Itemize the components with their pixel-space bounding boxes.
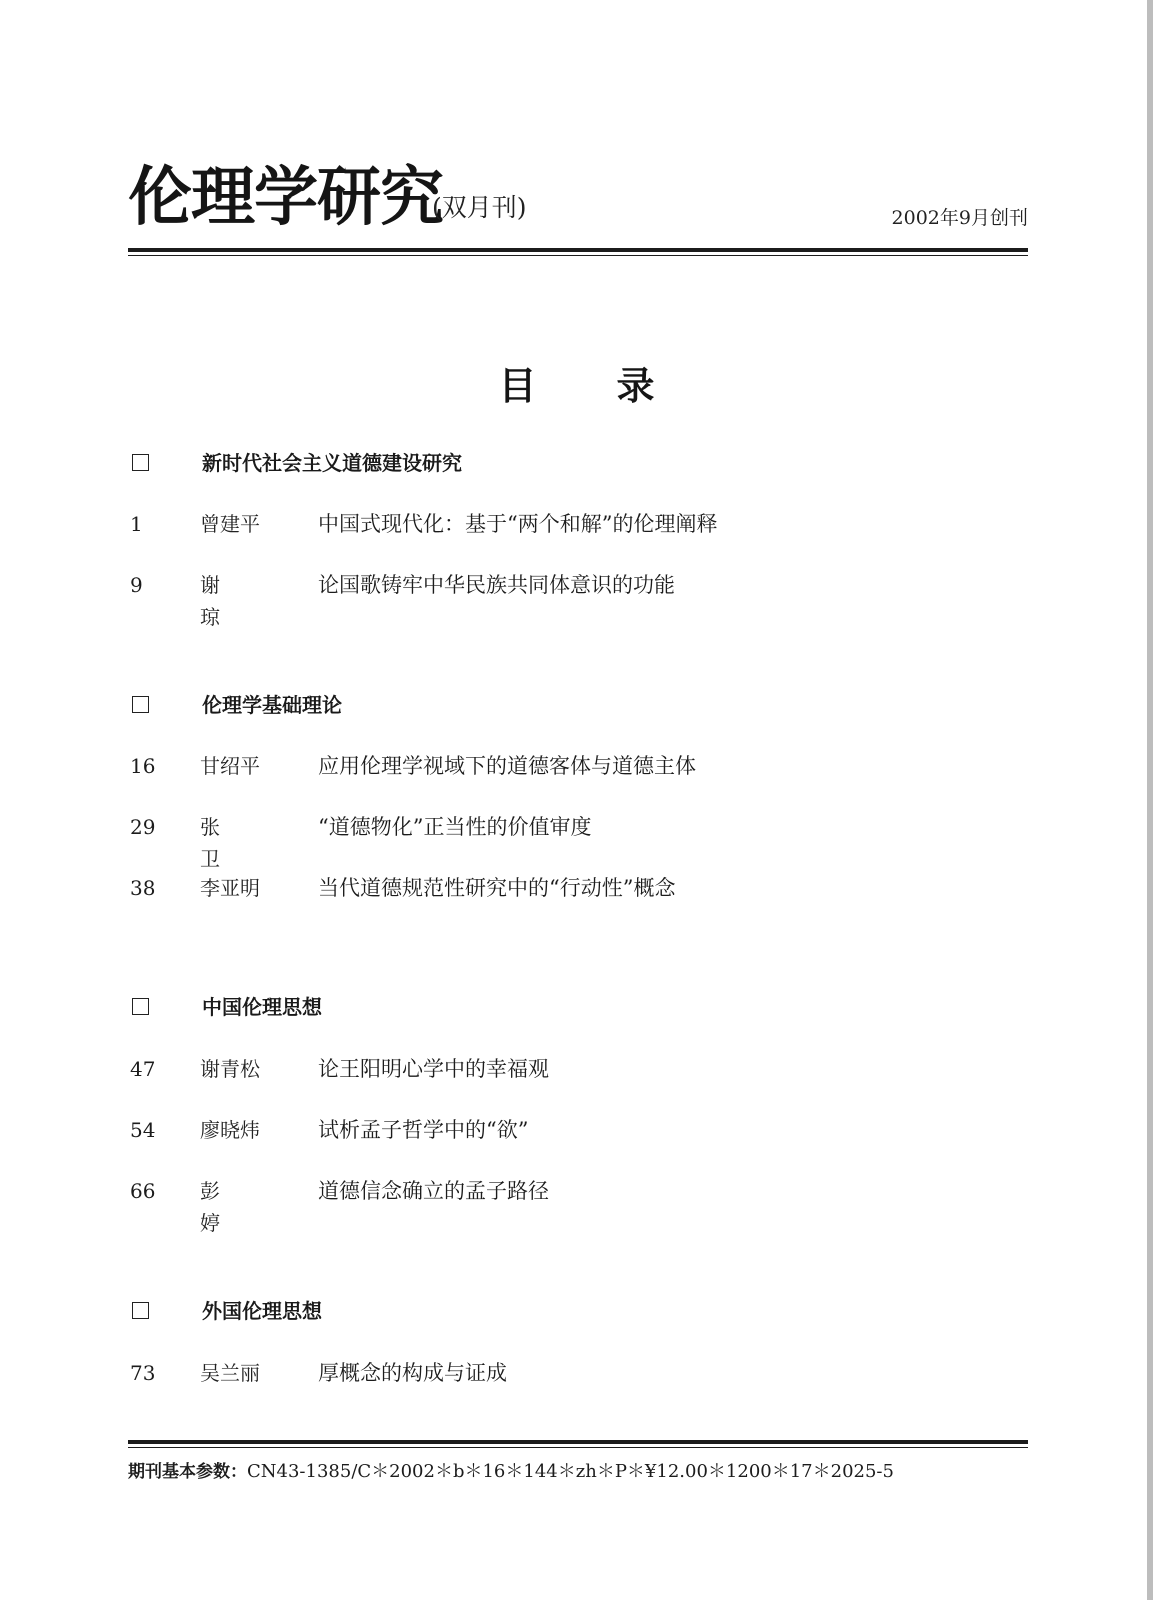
entry-page: 9 [130,573,143,597]
entry-page: 73 [130,1361,156,1385]
toc-entry[interactable] [130,750,980,782]
toc-entry[interactable] [130,1357,980,1389]
entry-page: 38 [130,876,156,900]
founded-date: 2002年9月创刊 [891,207,1028,229]
entry-title: 当代道德规范性研究中的“行动性”概念 [318,876,676,900]
entry-page: 29 [130,815,156,839]
entry-author: 甘绍平 [200,754,260,778]
entry-title: 试析孟子哲学中的“欲” [318,1118,529,1142]
section-title: 伦理学基础理论 [202,693,342,717]
entry-author: 李亚明 [200,876,260,900]
toc-entry[interactable] [130,508,980,540]
entry-title: 论国歌铸牢中华民族共同体意识的功能 [318,573,675,597]
section-title: 中国伦理思想 [202,995,322,1019]
entry-author: 张卫 [200,815,250,871]
footer-rule-thick [128,1440,1028,1444]
entry-author: 吴兰丽 [200,1361,260,1385]
entry-title: 应用伦理学视域下的道德客体与道德主体 [318,754,696,778]
checkbox-square-icon [132,454,149,471]
entry-title: 厚概念的构成与证成 [318,1361,507,1385]
entry-page: 54 [130,1118,156,1142]
toc-entry[interactable] [130,1114,980,1146]
entry-author: 谢青松 [200,1057,260,1081]
toc-entry[interactable] [130,1175,980,1235]
entry-author: 廖晓炜 [200,1118,260,1142]
toc-entry[interactable] [130,872,980,904]
section-title: 新时代社会主义道德建设研究 [202,451,462,475]
entry-title: 论王阳明心学中的幸福观 [318,1057,549,1081]
journal-title: 伦理学研究 [128,161,443,235]
masthead-rule-thin [128,255,1028,256]
checkbox-square-icon [132,1302,149,1319]
section-header [132,992,932,1022]
toc-entry[interactable] [130,811,980,871]
params-value: CN43-1385/C＊2002＊b＊16＊144＊zh＊P＊¥12.00＊1200＊17＊2025-5 [247,1461,894,1482]
journal-parameters [128,1458,1028,1486]
entry-page: 66 [130,1179,156,1203]
entry-author: 谢琼 [200,573,250,629]
entry-title: 中国式现代化：基于“两个和解”的伦理阐释 [318,512,718,536]
masthead-rule-thick [128,248,1028,252]
entry-author: 彭婷 [200,1179,250,1235]
section-header [132,1296,932,1326]
section-title: 外国伦理思想 [202,1299,322,1323]
toc-heading: 目录 [498,364,735,408]
toc-entry[interactable] [130,569,980,629]
entry-page: 16 [130,754,156,778]
entry-title: 道德信念确立的孟子路径 [318,1179,549,1203]
masthead [128,158,1028,238]
entry-title: “道德物化”正当性的价值审度 [318,815,592,839]
section-header [132,448,932,478]
entry-author: 曾建平 [200,512,260,536]
entry-page: 1 [130,512,143,536]
page-edge [1147,0,1153,1600]
checkbox-square-icon [132,696,149,713]
toc-entry[interactable] [130,1053,980,1085]
entry-page: 47 [130,1057,156,1081]
section-header [132,690,932,720]
footer-rule-thin [128,1447,1028,1448]
journal-frequency: (双月刊) [432,193,527,222]
checkbox-square-icon [132,998,149,1015]
params-label: 期刊基本参数： [128,1462,247,1482]
